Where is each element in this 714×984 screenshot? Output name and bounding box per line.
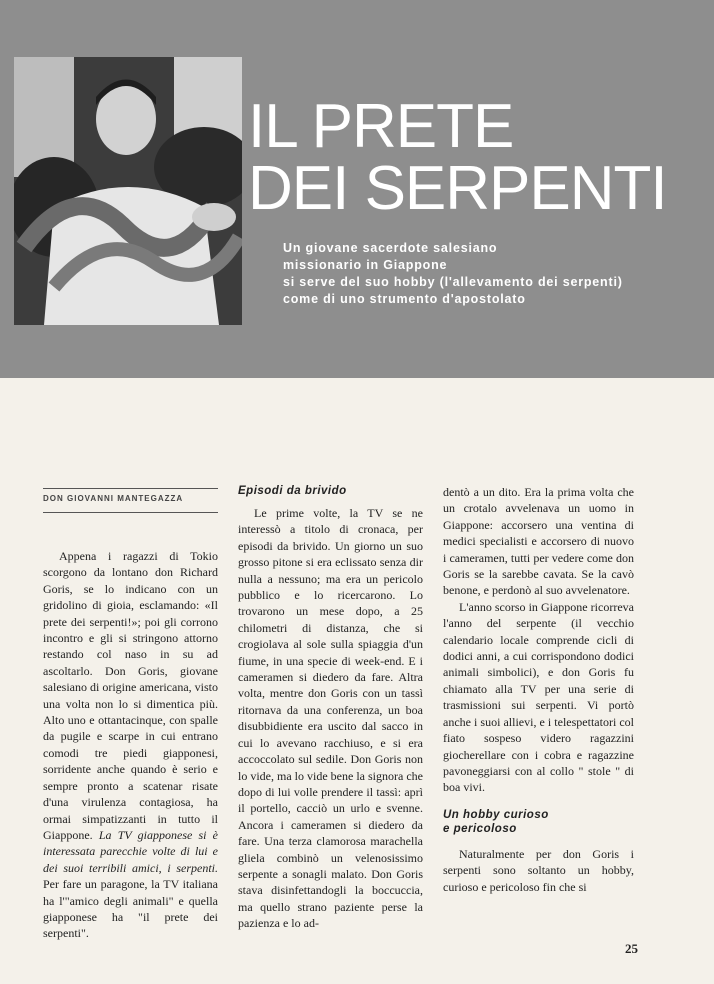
author-rule-bottom <box>43 512 218 513</box>
page-number: 25 <box>625 941 638 956</box>
col2-paragraph: Le prime volte, la TV se ne interessò a titolo di cronaca, per episodi da brivido. Un giorno un suo grosso pitone si era eclissato senza dir nulla a nessuno; ma era un pericolo pubblico e lo ricercarono. Lo trovarono un mese dopo, a 25 chilometri di distanza, che si crogiolava al sole sulla spiaggia d'un fiume, in una specie di week-end. E i cameramen si diedero da fare. Altra volta, mentre don Goris con un tassì ritornava da una conferenza, un boa disubbidiente era uscito dal sacco in cui lo avevano racchiuso, e si era accoccolato sul sedile. Don Goris non lo vide, ma lo vide bene la signora che dopo di lui volle prendere il tassì: aprì il portello, cacciò un urlo e svenne. Ancora i cameramen si diedero da fare. Una terza clamorosa marachella gliela combinò un velenosissimo serpente a sonagli malato. Don Goris stava disinfettandogli la boccuccia, ma quello strano paziente perse la pazienza e lo ad- <box>238 506 423 931</box>
col1-text-2: Per fare un paragone, la TV italiana ha l'"amico degli animali" e quella giapponese ha "il prete dei serpenti". <box>43 877 218 941</box>
col3-paragraph-3: Naturalmente per don Goris i serpenti sono soltanto un hobby, curioso e pericoloso fin che si <box>443 846 634 894</box>
title-line-1: IL PRETE <box>248 92 514 161</box>
author-rule-top <box>43 488 218 489</box>
article-subtitle <box>283 240 703 308</box>
section-heading-episodi: Episodi da brivido <box>238 485 347 497</box>
priest-with-snakes-photo <box>14 57 242 325</box>
column-1 <box>43 548 218 942</box>
col3-paragraph-2: L'anno scorso in Giappone ricorreva l'anno del serpente (il vecchio calendario locale comprende cicli di dodici anni, a cui corrispondono dodici animali simbolici), e don Goris fu chiamato alla TV per una serie di trasmissioni sui serpenti. Vi portò anche i suoi allievi, e i telespettatori col fiato sospeso videro ragazzini giocherellare con i cobra e ragazzine pavoneggiarsi con al collo " stole " di boa vivi. <box>443 599 634 795</box>
subtitle-line-2: missionario in Giappone <box>283 258 448 272</box>
author-byline: DON GIOVANNI MANTEGAZZA <box>43 494 184 503</box>
section-heading-hobby <box>443 808 634 836</box>
title-line-2: DEI SERPENTI <box>248 154 667 223</box>
article-title <box>248 92 708 223</box>
subtitle-line-3: si serve del suo hobby (l'allevamento dei serpenti) <box>283 275 623 289</box>
section-heading-hobby-line-2: e pericoloso <box>443 822 517 835</box>
column-3 <box>443 484 634 895</box>
subtitle-line-1: Un giovane sacerdote salesiano <box>283 241 498 255</box>
col1-italic-text: La TV giapponese si è interessata parecchie volte di lui e dei suoi terribili amici, i serpenti. <box>43 827 219 875</box>
col1-text-1: Appena i ragazzi di Tokio scorgono da lontano don Richard Goris, se lo indicano con un gridolino di gioia, esclamando: «Il prete dei serpenti!»; poi gli corrono incontro e gli si stringono attorno restando col naso in su ad ascoltarlo. Don Goris, giovane salesiano di origine americana, visto una volta non lo si dimentica più. Alto uno e ottantacinque, con spalle da pugile e scarpe in cui entrano comodi tre piedi giapponesi, sorridente anche quando è serio e sempre pronto a scatenar risate d'una virulenza contagiosa, ha ormai simpatizzanti in tutto il Giappone. <box>43 549 218 842</box>
col3-paragraph-1: dentò a un dito. Era la prima volta che un crotalo avvelenava un uomo in Giappone: accorsero una ventina di medici specialisti e accorsero di nuovo i cameramen, tutti per vedere come don Goris se la sarebbe cavata. Se la cavò benone, e perdonò al suo avvelenatore. <box>443 485 634 598</box>
subtitle-line-4: come di uno strumento d'apostolato <box>283 292 526 306</box>
col1-paragraph-1 <box>43 548 218 942</box>
column-2 <box>238 505 423 932</box>
section-heading-hobby-line-1: Un hobby curioso <box>443 808 549 821</box>
